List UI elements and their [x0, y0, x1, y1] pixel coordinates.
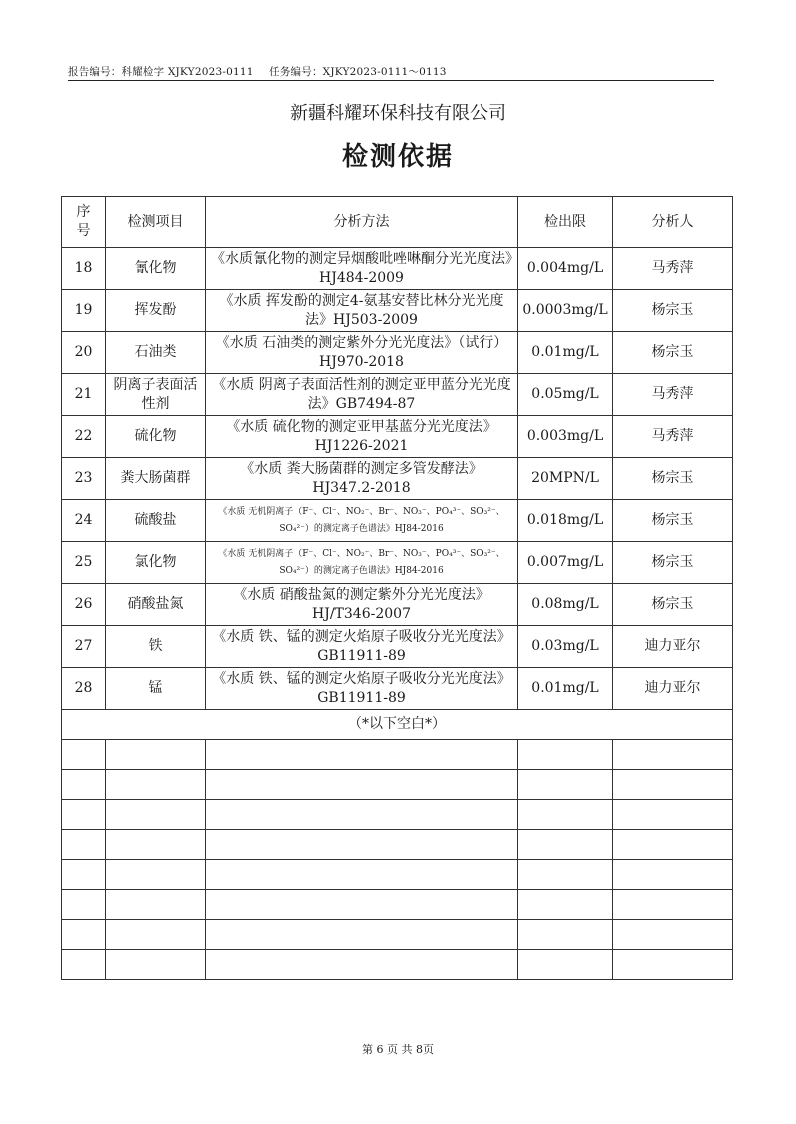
- cell-number: 20: [62, 332, 106, 374]
- empty-cell: [62, 770, 106, 800]
- empty-cell: [613, 740, 733, 770]
- cell-number: 27: [62, 626, 106, 668]
- empty-cell: [62, 920, 106, 950]
- empty-cell: [62, 860, 106, 890]
- cell-detection-limit: 0.007mg/L: [518, 542, 613, 584]
- cell-method: 《水质 石油类的测定紫外分光光度法》（试行）HJ970-2018: [206, 332, 518, 374]
- empty-row: [62, 950, 733, 980]
- cell-number: 22: [62, 416, 106, 458]
- empty-cell: [106, 770, 206, 800]
- cell-number: 28: [62, 668, 106, 710]
- empty-cell: [206, 920, 518, 950]
- cell-method: 《水质 硝酸盐氮的测定紫外分光光度法》HJ/T346-2007: [206, 584, 518, 626]
- empty-cell: [613, 950, 733, 980]
- column-header-item: 检测项目: [106, 197, 206, 248]
- cell-analyst: 马秀萍: [613, 248, 733, 290]
- cell-analyst: 杨宗玉: [613, 458, 733, 500]
- empty-cell: [518, 860, 613, 890]
- cell-analyst: 迪力亚尔: [613, 626, 733, 668]
- cell-item: 铁: [106, 626, 206, 668]
- cell-number: 19: [62, 290, 106, 332]
- column-header-limit: 检出限: [518, 197, 613, 248]
- cell-number: 21: [62, 374, 106, 416]
- cell-item: 硝酸盐氮: [106, 584, 206, 626]
- cell-analyst: 杨宗玉: [613, 584, 733, 626]
- empty-row: [62, 740, 733, 770]
- table-row: [62, 374, 733, 416]
- empty-cell: [62, 950, 106, 980]
- empty-cell: [106, 830, 206, 860]
- empty-row: [62, 800, 733, 830]
- table-row: [62, 626, 733, 668]
- table-row: [62, 584, 733, 626]
- cell-method: 《水质 铁、锰的测定火焰原子吸收分光光度法》GB11911-89: [206, 626, 518, 668]
- table-row: [62, 542, 733, 584]
- cell-detection-limit: 0.05mg/L: [518, 374, 613, 416]
- empty-row: [62, 770, 733, 800]
- page-number: 第 6 页 共 8页: [362, 1043, 434, 1056]
- empty-cell: [206, 860, 518, 890]
- cell-item: 氯化物: [106, 542, 206, 584]
- empty-cell: [106, 740, 206, 770]
- cell-detection-limit: 0.0003mg/L: [518, 290, 613, 332]
- empty-row: [62, 830, 733, 860]
- cell-method: 《水质 挥发酚的测定4-氨基安替比林分光光度法》HJ503-2009: [206, 290, 518, 332]
- empty-cell: [518, 770, 613, 800]
- empty-cell: [62, 830, 106, 860]
- cell-number: 26: [62, 584, 106, 626]
- company-name: 新疆科耀环保科技有限公司: [290, 103, 506, 124]
- cell-item: 硫酸盐: [106, 500, 206, 542]
- cell-item: 硫化物: [106, 416, 206, 458]
- cell-analyst: 杨宗玉: [613, 290, 733, 332]
- cell-detection-limit: 0.01mg/L: [518, 668, 613, 710]
- cell-analyst: 迪力亚尔: [613, 668, 733, 710]
- table-header-row: [62, 197, 733, 248]
- empty-cell: [206, 740, 518, 770]
- table-row: [62, 416, 733, 458]
- column-header-no: 序号: [62, 197, 106, 248]
- empty-cell: [518, 830, 613, 860]
- empty-cell: [62, 890, 106, 920]
- column-header-analyst: 分析人: [613, 197, 733, 248]
- cell-number: 24: [62, 500, 106, 542]
- empty-cell: [518, 800, 613, 830]
- empty-cell: [106, 950, 206, 980]
- cell-detection-limit: 0.03mg/L: [518, 626, 613, 668]
- cell-method: 《水质 无机阴离子（F⁻、Cl⁻、NO₂⁻、Br⁻、NO₃⁻、PO₄³⁻、SO₃²⁻、SO₄²⁻）的测定离子色谱法》HJ84-2016: [206, 500, 518, 542]
- cell-item: 锰: [106, 668, 206, 710]
- table-body: [62, 197, 733, 980]
- empty-cell: [518, 950, 613, 980]
- empty-cell: [613, 830, 733, 860]
- cell-method: 《水质 粪大肠菌群的测定多管发酵法》HJ347.2-2018: [206, 458, 518, 500]
- header-divider: [68, 80, 714, 81]
- cell-method: 《水质 无机阴离子（F⁻、Cl⁻、NO₂⁻、Br⁻、NO₃⁻、PO₄³⁻、SO₃²⁻、SO₄²⁻）的测定离子色谱法》HJ84-2016: [206, 542, 518, 584]
- empty-cell: [206, 830, 518, 860]
- cell-method: 《水质 硫化物的测定亚甲基蓝分光光度法》HJ1226-2021: [206, 416, 518, 458]
- empty-cell: [206, 770, 518, 800]
- report-number: 报告编号：科耀检字 XJKY2023-0111: [68, 66, 254, 78]
- empty-cell: [613, 890, 733, 920]
- cell-item: 粪大肠菌群: [106, 458, 206, 500]
- cell-method: 《水质氰化物的测定异烟酸吡唑啉酮分光光度法》HJ484-2009: [206, 248, 518, 290]
- empty-cell: [206, 890, 518, 920]
- page-title: 检测依据: [341, 142, 454, 172]
- cell-analyst: 杨宗玉: [613, 542, 733, 584]
- cell-detection-limit: 0.003mg/L: [518, 416, 613, 458]
- empty-cell: [518, 890, 613, 920]
- column-header-method: 分析方法: [206, 197, 518, 248]
- cell-item: 阴离子表面活性剂: [106, 374, 206, 416]
- blank-note: （*以下空白*）: [62, 710, 733, 740]
- cell-method: 《水质 阴离子表面活性剂的测定亚甲蓝分光光度法》GB7494-87: [206, 374, 518, 416]
- cell-analyst: 杨宗玉: [613, 332, 733, 374]
- cell-method: 《水质 铁、锰的测定火焰原子吸收分光光度法》GB11911-89: [206, 668, 518, 710]
- cell-item: 石油类: [106, 332, 206, 374]
- cell-detection-limit: 0.08mg/L: [518, 584, 613, 626]
- blank-note-row: [62, 710, 733, 740]
- cell-analyst: 杨宗玉: [613, 500, 733, 542]
- empty-cell: [518, 920, 613, 950]
- table-row: [62, 458, 733, 500]
- empty-cell: [613, 920, 733, 950]
- cell-number: 18: [62, 248, 106, 290]
- cell-number: 23: [62, 458, 106, 500]
- empty-cell: [106, 860, 206, 890]
- empty-cell: [518, 740, 613, 770]
- table-row: [62, 668, 733, 710]
- cell-item: 挥发酚: [106, 290, 206, 332]
- empty-row: [62, 860, 733, 890]
- empty-cell: [106, 800, 206, 830]
- empty-row: [62, 890, 733, 920]
- empty-cell: [206, 800, 518, 830]
- cell-analyst: 马秀萍: [613, 374, 733, 416]
- empty-cell: [206, 950, 518, 980]
- cell-item: 氰化物: [106, 248, 206, 290]
- cell-detection-limit: 0.01mg/L: [518, 332, 613, 374]
- report-header: [68, 64, 459, 79]
- cell-number: 25: [62, 542, 106, 584]
- cell-detection-limit: 20MPN/L: [518, 458, 613, 500]
- empty-cell: [106, 890, 206, 920]
- cell-analyst: 马秀萍: [613, 416, 733, 458]
- table-row: [62, 332, 733, 374]
- table-row: [62, 500, 733, 542]
- empty-cell: [613, 860, 733, 890]
- empty-cell: [62, 800, 106, 830]
- table-row: [62, 290, 733, 332]
- cell-detection-limit: 0.004mg/L: [518, 248, 613, 290]
- empty-cell: [62, 740, 106, 770]
- cell-detection-limit: 0.018mg/L: [518, 500, 613, 542]
- task-number: 任务编号：XJKY2023-0111～0113: [269, 66, 447, 78]
- empty-cell: [613, 800, 733, 830]
- empty-cell: [106, 920, 206, 950]
- empty-cell: [613, 770, 733, 800]
- detection-basis-table: [61, 196, 733, 980]
- empty-row: [62, 920, 733, 950]
- table-row: [62, 248, 733, 290]
